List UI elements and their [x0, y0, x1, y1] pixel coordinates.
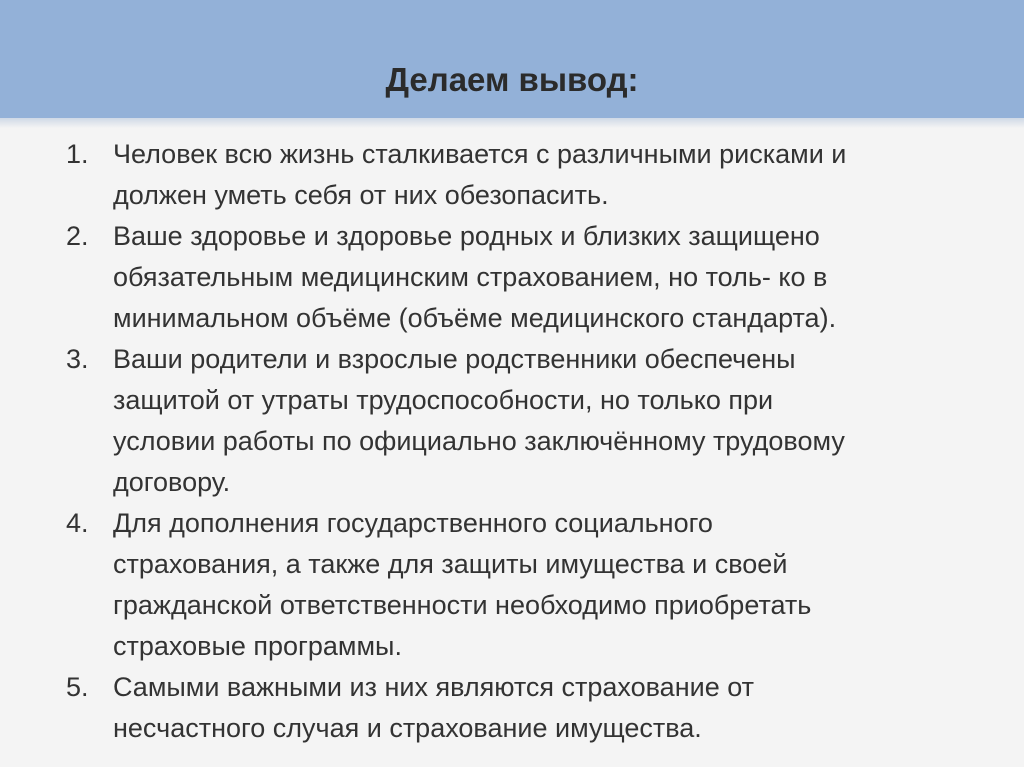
list-item [66, 503, 986, 667]
list-text-line: минимальном объёме (объёме медицинского стандарта). [113, 303, 837, 333]
list-text-line: договору. [113, 467, 231, 497]
list-text-line: должен уметь себя от них обезопасить. [113, 180, 609, 210]
list-text-line: Самыми важными из них являются страхование от [113, 672, 754, 702]
list-text-line: Для дополнения государственного социального [113, 508, 713, 538]
list-text-line: Ваши родители и взрослые родственники обеспечены [113, 344, 796, 374]
list-text [113, 134, 986, 216]
list-item [66, 667, 986, 749]
list-text-line: гражданской ответственности необходимо приобретать [113, 590, 812, 620]
list-text [113, 216, 986, 339]
numbered-list [66, 134, 986, 749]
header-shadow [0, 118, 1024, 128]
list-text-line: обязательным медицинским страхованием, но толь- ко в [113, 262, 828, 292]
list-number: 5. [66, 672, 89, 702]
list-item [66, 216, 986, 339]
list-number: 4. [66, 508, 89, 538]
list-text-line: защитой от утраты трудоспособности, но только при [113, 385, 774, 415]
slide-title: Делаем вывод: [385, 61, 639, 98]
list-text-line: страховые программы. [113, 631, 402, 661]
list-item [66, 339, 986, 503]
list-text [113, 667, 986, 749]
list-number: 2. [66, 221, 89, 251]
list-item [66, 134, 986, 216]
list-text [113, 503, 986, 667]
list-text-line: условии работы по официально заключённому трудовому [113, 426, 845, 456]
list-text-line: Ваше здоровье и здоровье родных и близких защищено [113, 221, 820, 251]
list-text-line: страхования, а также для защиты имущества и своей [113, 549, 788, 579]
list-text-line: несчастного случая и страхование имущества. [113, 713, 702, 743]
list-text [113, 339, 986, 503]
list-text-line: Человек всю жизнь сталкивается с различными рисками и [113, 139, 847, 169]
list-number: 3. [66, 344, 89, 374]
list-number: 1. [66, 139, 89, 169]
